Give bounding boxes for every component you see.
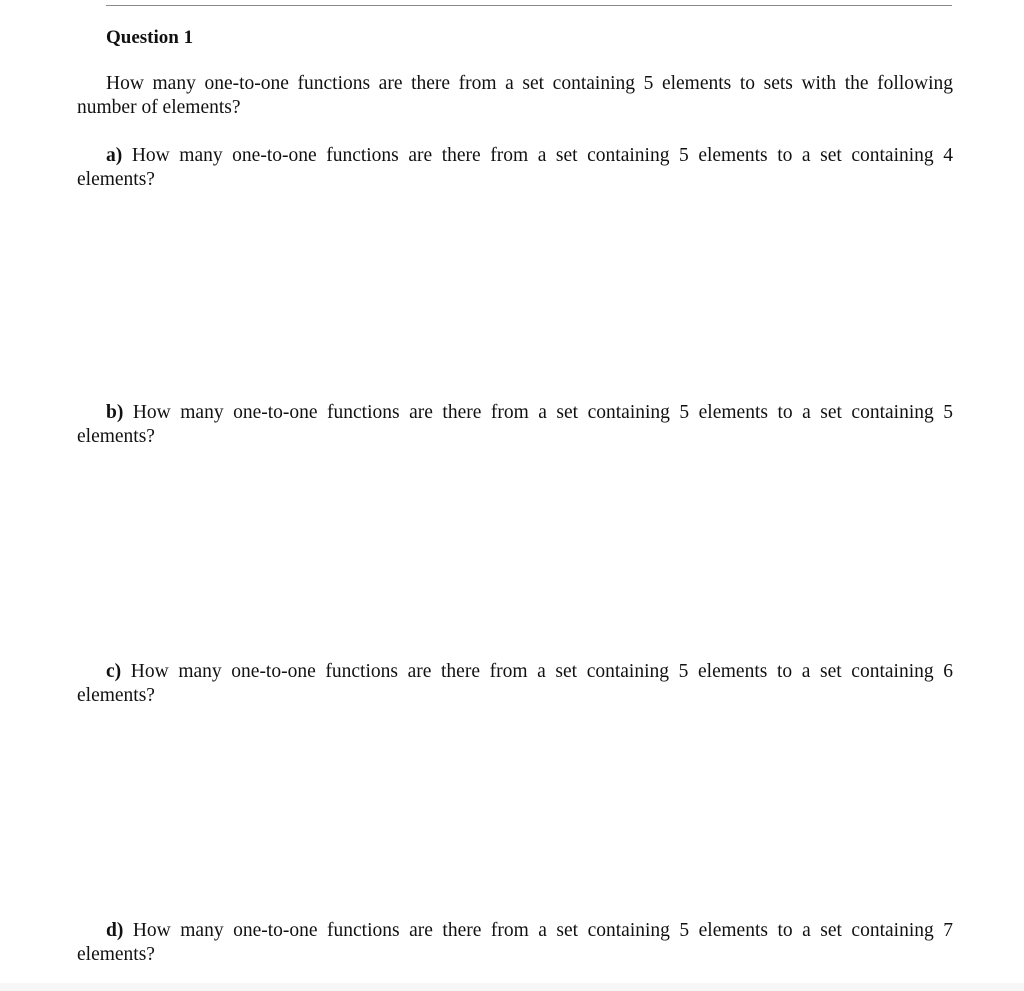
question-heading: Question 1 (106, 27, 194, 48)
part-c-label: c) (106, 661, 122, 682)
part-a-label: a) (106, 145, 123, 166)
question-part-d (77, 919, 953, 966)
part-d-text: How many one-to-one functions are there from a set containing 5 elements to a set containing 7 elements? (77, 920, 953, 965)
top-rule (106, 5, 952, 6)
part-d-label: d) (106, 920, 124, 941)
question-part-a (77, 144, 953, 191)
part-b-text: How many one-to-one functions are there from a set containing 5 elements to a set containing 5 elements? (77, 402, 953, 447)
question-part-c (77, 660, 953, 707)
part-a-text: How many one-to-one functions are there from a set containing 5 elements to a set containing 4 elements? (77, 145, 953, 190)
part-c-text: How many one-to-one functions are there from a set containing 5 elements to a set containing 6 elements? (77, 661, 954, 706)
question-part-b (77, 401, 953, 448)
question-intro (77, 72, 953, 119)
page-bottom-band (0, 983, 1024, 991)
question-intro-text: How many one-to-one functions are there from a set containing 5 elements to sets with the following number of elements? (77, 73, 953, 118)
part-b-label: b) (106, 402, 124, 423)
